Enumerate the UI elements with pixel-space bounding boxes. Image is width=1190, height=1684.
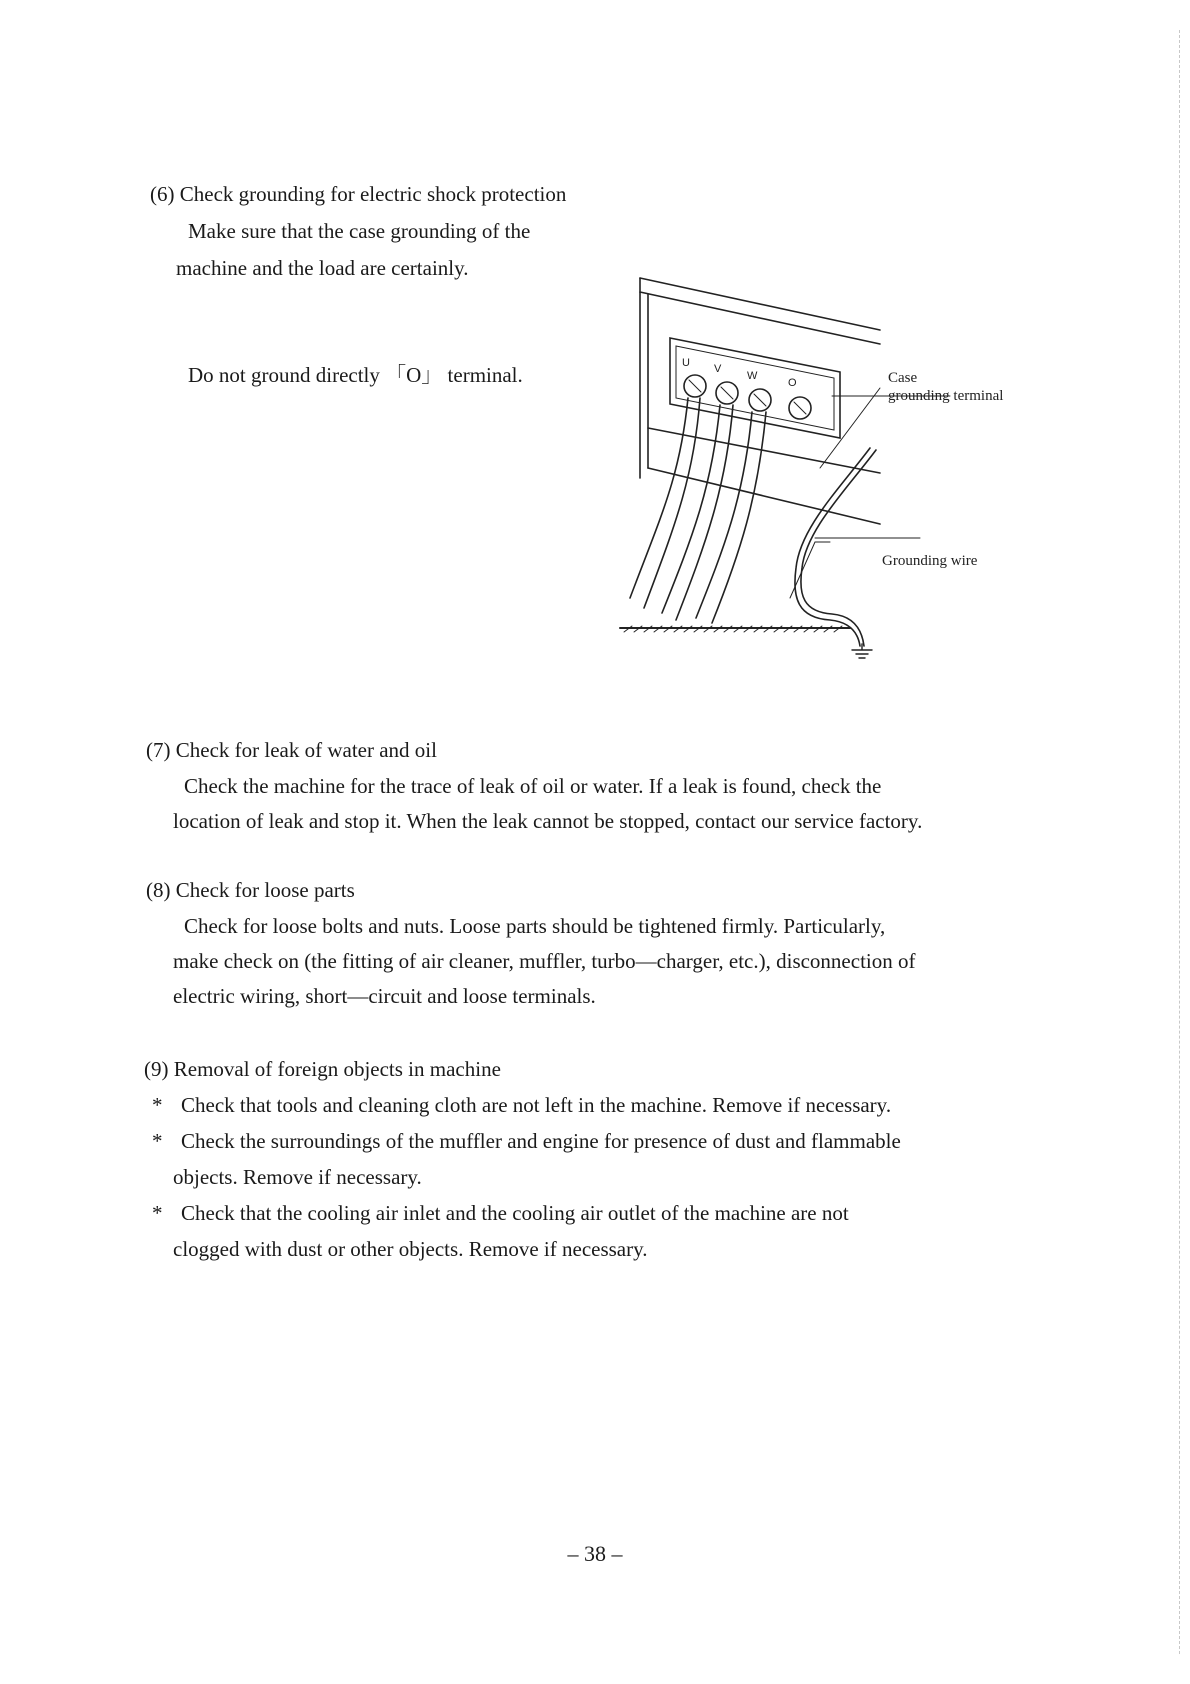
section-6-note: Do not ground directly 「O」 terminal. — [188, 363, 523, 387]
grounding-diagram — [600, 268, 1030, 713]
section-9-item-3-line-2: clogged with dust or other objects. Remove if necessary. — [173, 1237, 648, 1261]
terminal-block — [670, 338, 840, 438]
panel-top-face — [640, 278, 880, 344]
scan-edge-line — [1179, 30, 1180, 1654]
section-7-heading: (7) Check for leak of water and oil — [146, 738, 437, 762]
section-9-item-2-line-2: objects. Remove if necessary. — [173, 1165, 422, 1189]
bullet-2: * — [152, 1129, 163, 1153]
ground-wire-label: Grounding wire — [882, 553, 978, 569]
section-6-line-2: machine and the load are certainly. — [176, 256, 469, 280]
panel-top-edge — [640, 278, 880, 330]
section-8-heading: (8) Check for loose parts — [146, 878, 355, 902]
section-6-heading: (6) Check grounding for electric shock protection — [150, 182, 567, 206]
ground-wire — [795, 448, 870, 646]
terminal-label-v: V — [714, 363, 722, 375]
bullet-3: * — [152, 1201, 163, 1225]
section-9-item-3-line-1: Check that the cooling air inlet and the cooling air outlet of the machine are not — [181, 1201, 849, 1225]
section-7-line-2: location of leak and stop it. When the leak cannot be stopped, contact our service factory. — [173, 809, 923, 833]
terminal-label-u: U — [682, 357, 690, 369]
section-8-line-1: Check for loose bolts and nuts. Loose parts should be tightened firmly. Particularly, — [184, 914, 886, 938]
section-6-line-1: Make sure that the case grounding of the — [188, 219, 531, 243]
bullet-1: * — [152, 1093, 163, 1117]
terminal-label-w: W — [747, 370, 758, 382]
case-label-line-1: Case — [888, 370, 918, 386]
section-7-line-1: Check the machine for the trace of leak of oil or water. If a leak is found, check the — [184, 774, 882, 798]
section-9-heading: (9) Removal of foreign objects in machine — [144, 1057, 501, 1081]
section-9-item-1: Check that tools and cleaning cloth are not left in the machine. Remove if necessary. — [181, 1093, 892, 1117]
section-8-line-2: make check on (the fitting of air cleaner, muffler, turbo—charger, etc.), disconnection of — [173, 949, 916, 973]
page-number: – 38 – — [567, 1541, 623, 1566]
section-8-line-3: electric wiring, short—circuit and loose terminals. — [173, 984, 596, 1008]
case-label-line-2: grounding terminal — [888, 388, 1004, 404]
terminal-label-o: O — [788, 377, 797, 389]
earth-symbol — [852, 644, 872, 658]
section-9-item-2-line-1: Check the surroundings of the muffler and engine for presence of dust and flammable — [181, 1129, 901, 1153]
